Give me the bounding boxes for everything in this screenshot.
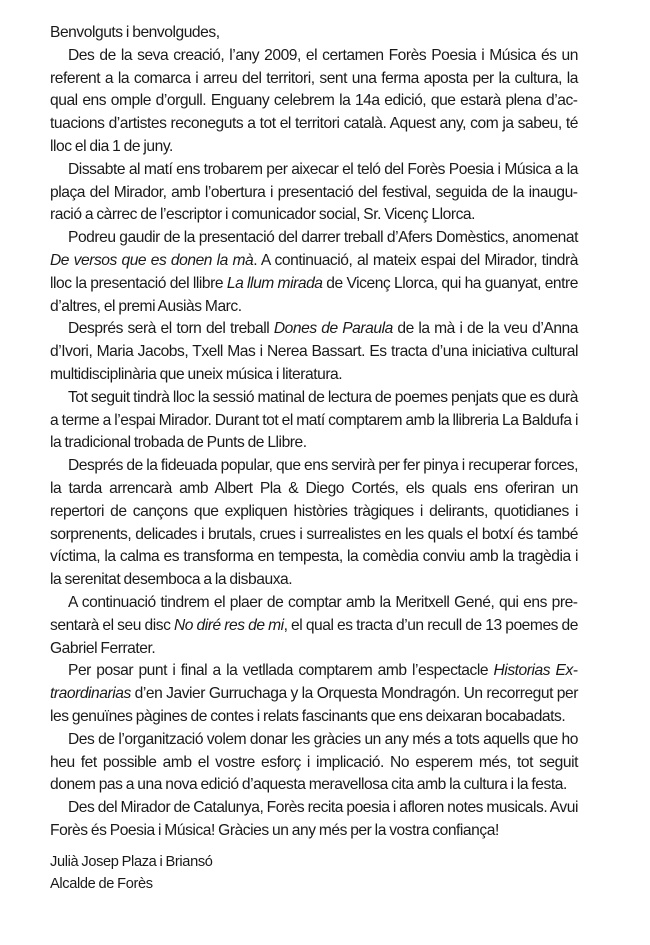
- italic-title: No diré res de mi: [173, 616, 284, 634]
- paragraph-text: . A continuació, al mateix espai del Mirador, tindrà lloc la presentació del llibre: [50, 251, 578, 292]
- italic-title: Dones de Paraula: [273, 320, 393, 338]
- letter-paragraph: [50, 45, 578, 159]
- letter-paragraph: [50, 387, 578, 455]
- italic-title: Historias Extraordinarias: [50, 662, 578, 703]
- italic-title: De versos que es donen la mà: [50, 251, 254, 269]
- signature-block: [50, 851, 578, 896]
- letter-paragraph: [50, 159, 578, 227]
- letter-paragraph: [50, 227, 578, 318]
- paragraph-text: Després de la fideuada popular, que ens servirà per fer pinya i recuperar forces, la tarda arrencarà amb Albert Pla & Diego Cortés, els quals ens oferiran un repertori de cançons que expliquen històries tràgiques i delirants, quotidianes i sorprenents, delicades i brutals, crues i surrealistes en les quals el botxí és també víctima, la calma es transforma en tempesta, la comèdia conviu amb la tragèdia i la serenitat desemboca a la disbauxa.: [50, 457, 578, 589]
- letter-paragraph: [50, 455, 578, 592]
- paragraph-text: Des de l’organització volem donar les gràcies un any més a tots aquells que ho heu fet possible amb el vostre esforç i implicació. No esperem més, tot seguit donem pas a una nova edició d’aquesta meravellosa cita amb la cultura i la festa.: [50, 730, 578, 794]
- paragraph-text: d’en Javier Gurruchaga y la Orquesta Mondragón. Un recorregut per les genuïnes pàgines de contes i relats fascinants que ens deixaran bocabadats.: [50, 685, 578, 725]
- letter-body: [50, 45, 578, 843]
- signatory-name: Julià Josep Plaza i Briansó: [50, 853, 213, 870]
- paragraph-text: Després serà el torn del treball: [68, 320, 274, 338]
- letter-greeting: Benvolguts i benvolgudes,: [50, 24, 220, 41]
- letter-paragraph: [50, 660, 578, 728]
- letter-paragraph: [50, 797, 578, 843]
- paragraph-text: Des de la seva creació, l’any 2009, el certamen Forès Poesia i Música és un referent a la comarca i arreu del territori, sent una ferma aposta per la cultura, la qual ens omple d’orgull. Enguany celebrem la 14a edició, que estarà plena d’actuacions d’artistes reconeguts a tot el territori català. Aquest any, com ja sabeu, té lloc el dia 1 de juny.: [50, 46, 578, 155]
- italic-title: La llum mirada: [226, 274, 323, 292]
- paragraph-text: Per posar punt i final a la vetllada comptarem amb l’espectacle: [68, 662, 494, 680]
- letter-page: [50, 22, 578, 896]
- paragraph-text: Podreu gaudir de la presentació del darrer treball d’Afers Domèstics, anomenat: [68, 229, 578, 247]
- letter-paragraph: [50, 318, 578, 386]
- paragraph-text: Tot seguit tindrà lloc la sessió matinal de lectura de poemes penjats que es durà a terme a l’espai Mirador. Durant tot el matí comptarem amb la llibreria La Baldufa i la tradicional trobada de Punts de Llibre.: [50, 388, 578, 452]
- paragraph-text: de Vicenç Llorca, qui ha guanyat, entre d’altres, el premi Ausiàs Marc.: [50, 274, 578, 315]
- letter-paragraph: [50, 729, 578, 797]
- paragraph-text: A continuació tindrem el plaer de comptar amb la Meritxell Gené, qui ens presentarà el seu disc: [50, 593, 578, 634]
- paragraph-text: de la mà i de la veu d’Anna d’Ivori, Maria Jacobs, Txell Mas i Nerea Bassart. Es tracta d’una iniciativa cultural multidisciplinària que uneix música i literatura.: [50, 320, 578, 383]
- signatory-title: Alcalde de Forès: [50, 876, 153, 893]
- paragraph-text: , el qual es tracta d’un recull de 13 poemes de Gabriel Ferrater.: [50, 616, 578, 657]
- paragraph-text: Des del Mirador de Catalunya, Forès recita poesia i afloren notes musicals. Avui Forès és Poesia i Música! Gràcies un any més per la vostra confiança!: [50, 799, 578, 839]
- letter-paragraph: [50, 592, 578, 660]
- paragraph-text: Dissabte al matí ens trobarem per aixecar el teló del Forès Poesia i Música a la plaça del Mirador, amb l’obertura i presentació del festival, seguida de la inauguració a càrrec de l’escriptor i comunicador social, Sr. Vicenç Llorca.: [50, 160, 578, 224]
